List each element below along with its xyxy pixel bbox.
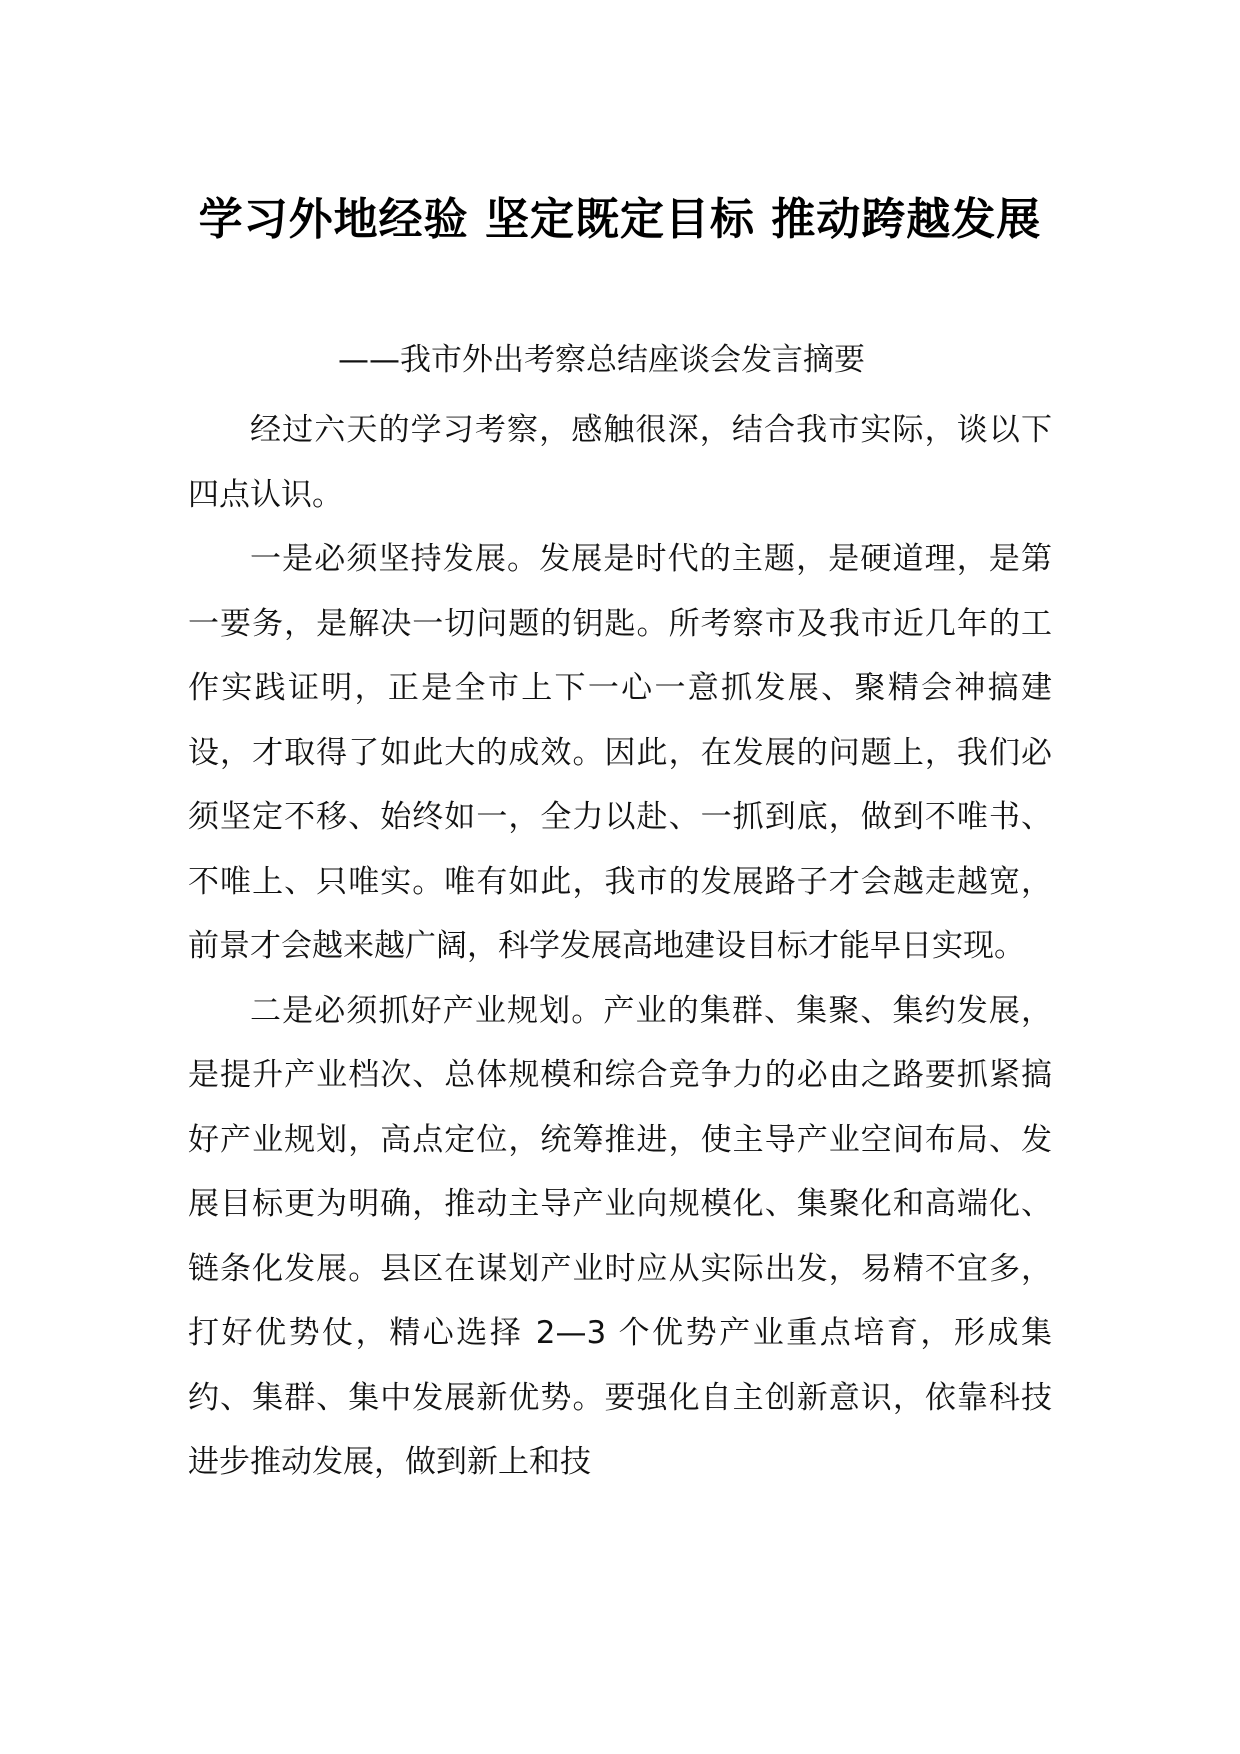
paragraph-intro: 经过六天的学习考察，感触很深，结合我市实际，谈以下四点认识。 [188,412,1052,513]
document-subtitle: ——我市外出考察总结座谈会发言摘要 [338,342,865,378]
paragraph-point-two: 二是必须抓好产业规划。产业的集群、集聚、集约发展，是提升产业档次、总体规模和综合竞争力的必由之路要抓紧搞好产业规划，高点定位，统筹推进，使主导产业空间布局、发展目标更为明确，推动主导产业向规模化、集聚化和高端化、链条化发展。县区在谋划产业时应从实际出发，易精不宜多，打好优势仗，精心选择 2—3 个优势产业重点培育，形成集约、集群、集中发展新优势。要强化自主创新意识，依靠科技进步推动发展，做到新上和技 [188,992,1052,1480]
document-title: 学习外地经验 坚定既定目标 推动跨越发展 [198,194,1042,245]
paragraph-point-one: 一是必须坚持发展。发展是时代的主题，是硬道理，是第一要务，是解决一切问题的钥匙。所考察市及我市近几年的工作实践证明，正是全市上下一心一意抓发展、聚精会神搞建设，才取得了如此大的成效。因此，在发展的问题上，我们必须坚定不移、始终如一，全力以赴、一抓到底，做到不唯书、不唯上、只唯实。唯有如此，我市的发展路子才会越走越宽，前景才会越来越广阔，科学发展高地建设目标才能早日实现。 [188,541,1052,964]
document-body [188,398,1052,1495]
